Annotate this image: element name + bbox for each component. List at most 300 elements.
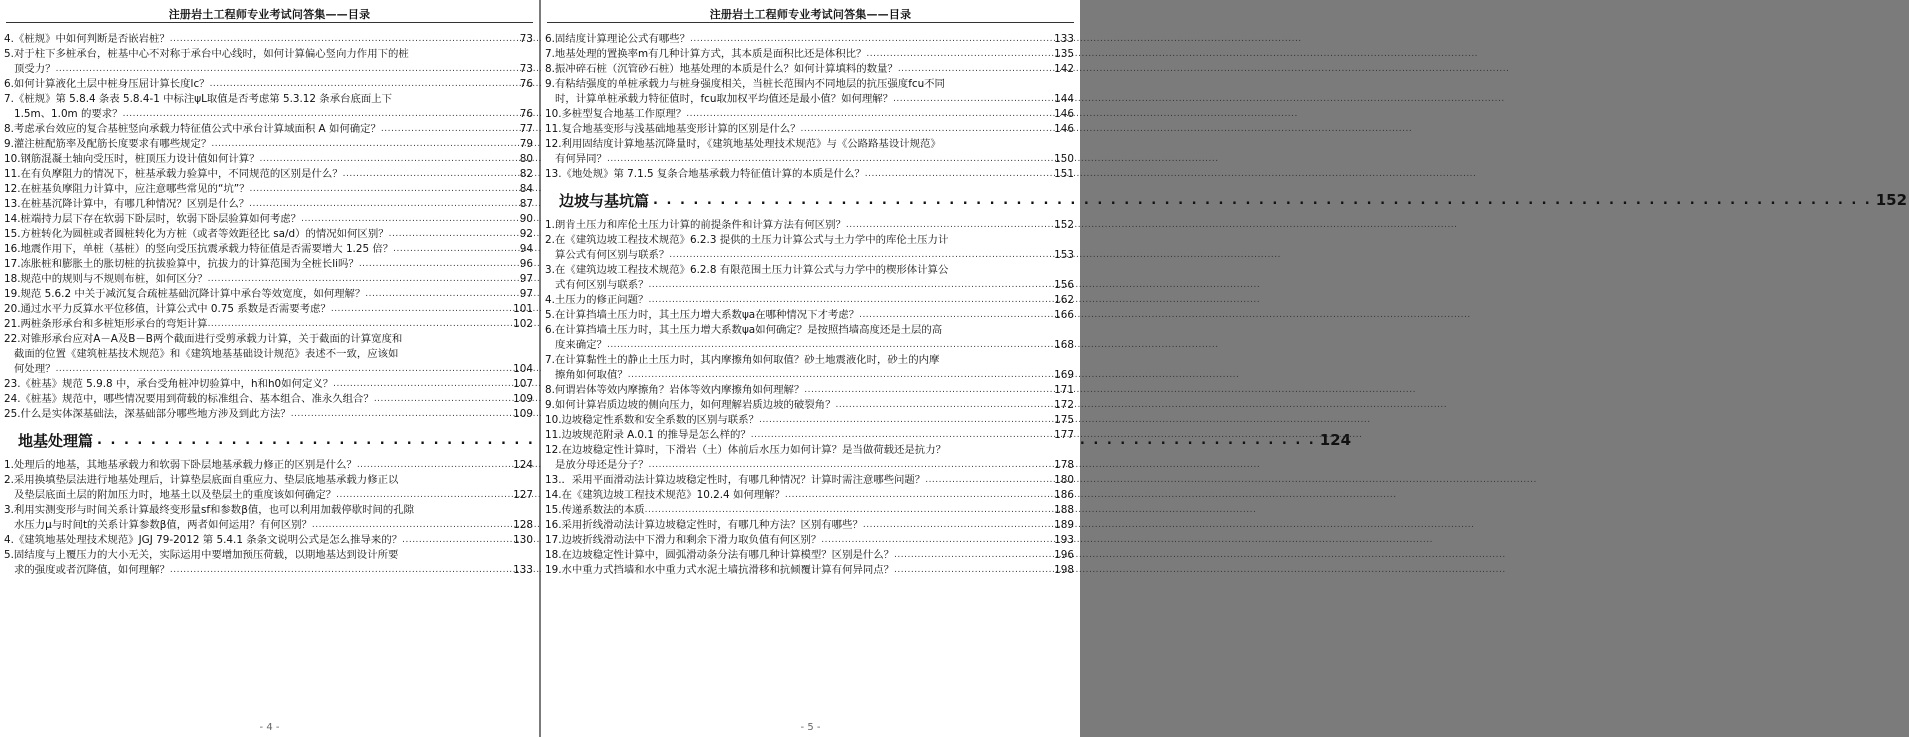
toc-entry[interactable] — [545, 167, 1074, 182]
toc-entry-text: 在桩基沉降计算中，有哪几种情况？区别是什么？ — [20, 198, 250, 210]
toc-page-number: 152 — [1054, 219, 1074, 231]
toc-entry-text: 在桩基负摩阻力计算中，应注意哪些常见的“坑”？ — [20, 183, 250, 195]
toc-entry[interactable] — [4, 392, 533, 407]
toc-entry[interactable] — [545, 263, 1074, 278]
toc-entry-continuation[interactable] — [4, 347, 533, 362]
toc-page-number: 107 — [513, 378, 533, 390]
toc-page-number: 130 — [513, 534, 533, 546]
toc-dot-leader — [785, 488, 1053, 503]
toc-page-number: 97 — [519, 288, 533, 300]
toc-entry[interactable] — [545, 443, 1074, 458]
toc-dot-leader — [751, 428, 1053, 443]
toc-dot-leader — [250, 182, 519, 197]
toc-dot-leader — [343, 167, 519, 182]
toc-page-number: 198 — [1054, 564, 1074, 576]
toc-entry-number: 4. — [4, 33, 14, 45]
toc-dot-leader — [210, 77, 519, 92]
toc-entry[interactable] — [545, 503, 1074, 518]
toc-entry-number: 17. — [4, 258, 21, 270]
toc-entry-text: 何谓岩体等效内摩擦角？岩体等效内摩擦角如何理解？ — [554, 384, 805, 396]
toc-page-number: 124 — [513, 459, 533, 471]
toc-entry-continuation[interactable] — [545, 368, 1074, 383]
toc-page-number: 104 — [513, 363, 533, 375]
toc-entry-text: 擦角如何取值？ — [555, 369, 628, 381]
toc-entry-text: 边坡折线滑动法中下滑力和剩余下滑力取负值有何区别？ — [561, 534, 822, 546]
toc-page-number: 128 — [513, 519, 533, 531]
toc-dot-leader — [374, 392, 512, 407]
toc-dot-leader — [393, 242, 519, 257]
toc-entry-text: 采用折线滑动法计算边坡稳定性时，有哪几种方法？区别有哪些？ — [561, 519, 863, 531]
toc-entry-number: 3. — [4, 504, 14, 516]
toc-dot-leader — [645, 503, 1054, 518]
toc-entry-number: 7. — [4, 93, 14, 105]
toc-dot-leader — [260, 152, 519, 167]
toc-page-number: 109 — [513, 393, 533, 405]
toc-entry[interactable] — [545, 308, 1074, 323]
toc-entry[interactable] — [545, 47, 1074, 62]
toc-entry-text: 什么是实体深基础法，深基础部分哪些地方涉及到此方法？ — [20, 408, 291, 420]
toc-entry-text: 边坡规范附录 A.0.1 的推导是怎么样的？ — [561, 429, 751, 441]
toc-entry-number: 14. — [545, 489, 562, 501]
toc-entry[interactable] — [545, 62, 1074, 77]
toc-dot-leader — [312, 518, 512, 533]
toc-page-number: 168 — [1054, 339, 1074, 351]
toc-entry[interactable] — [545, 233, 1074, 248]
toc-dot-leader — [123, 107, 519, 122]
toc-page-number: 109 — [513, 408, 533, 420]
toc-page-number: 166 — [1054, 309, 1074, 321]
toc-entry-text: 处理后的地基，其地基承载力和软弱下卧层地基承载力修正的区别是什么？ — [13, 459, 357, 471]
toc-entry-continuation[interactable] — [545, 338, 1074, 353]
toc-entry-number: 22. — [4, 333, 21, 345]
toc-entry-number: 2. — [4, 474, 14, 486]
toc-entry-text: 《桩基》规范 5.9.8 中，承台受角桩冲切验算中，h和h0如何定义？ — [20, 378, 334, 390]
toc-entry-text: 利用固结度计算地基沉降量时，《建筑地基处理技术规范》与《公路路基设计规范》 — [561, 138, 941, 150]
toc-entry-continuation[interactable] — [545, 278, 1074, 293]
toc-dot-leader — [898, 62, 1053, 77]
toc-entry-text: 有何异同？ — [555, 153, 607, 165]
toc-dot-leader — [56, 62, 519, 77]
toc-dot-leader — [821, 533, 1053, 548]
toc-page-number: 151 — [1054, 168, 1074, 180]
toc-dot-leader — [690, 32, 1053, 47]
toc-entry[interactable] — [4, 317, 533, 332]
toc-dot-leader — [865, 167, 1053, 182]
toc-entry[interactable] — [4, 77, 533, 92]
toc-entry[interactable] — [545, 77, 1074, 92]
toc-entry-number: 4. — [545, 294, 555, 306]
toc-dot-leader — [893, 92, 1053, 107]
toc-page-number: 133 — [1054, 33, 1074, 45]
toc-entry-text: 冻胀桩和膨胀土的胀切桩的抗拔验算中，抗拔力的计算范围为全桩长li吗？ — [20, 258, 359, 270]
toc-entry-text: 传递系数法的本质 — [561, 504, 645, 516]
toc-entry[interactable] — [4, 197, 533, 212]
toc-entry[interactable] — [4, 377, 533, 392]
toc-dot-leader — [211, 137, 518, 152]
toc-entry-text: 在计算挡墙土压力时，其土压力增大系数ψa在哪种情况下才考虑？ — [554, 309, 860, 321]
section-page-number: 152 — [1875, 191, 1908, 209]
toc-entry[interactable] — [4, 458, 533, 473]
toc-page-number: 84 — [519, 183, 533, 195]
toc-entry-text: 通过水平力反算水平位移值，计算公式中 0.75 系数是否需要考虑？ — [20, 303, 331, 315]
toc-page-number: 90 — [519, 213, 533, 225]
toc-entry[interactable] — [545, 107, 1074, 122]
toc-entry-number: 11. — [545, 429, 562, 441]
toc-entry[interactable] — [545, 383, 1074, 398]
toc-page-number: 146 — [1054, 108, 1074, 120]
toc-group — [4, 32, 533, 422]
toc-entry-text: 桩端持力层下存在软弱下卧层时，软弱下卧层验算如何考虑？ — [20, 213, 302, 225]
toc-entry-text: 在计算黏性土的静止土压力时，其内摩擦角如何取值？砂土地震液化时，砂土的内摩 — [554, 354, 940, 366]
toc-entry-number: 13. — [545, 474, 562, 486]
toc-entry-continuation[interactable] — [4, 518, 533, 533]
toc-entry[interactable] — [4, 257, 533, 272]
section-title: 地基处理篇 — [18, 431, 94, 450]
toc-page-number: 175 — [1054, 414, 1074, 426]
toc-page-number: 177 — [1054, 429, 1074, 441]
toc-entry[interactable] — [545, 323, 1074, 338]
toc-dot-leader — [359, 257, 519, 272]
toc-page-number: 171 — [1054, 384, 1074, 396]
section-heading[interactable] — [545, 185, 1908, 215]
toc-dot-leader — [249, 197, 519, 212]
toc-page-number: 102 — [513, 318, 533, 330]
toc-entry[interactable] — [4, 407, 533, 422]
toc-dot-leader — [357, 458, 512, 473]
header-rule — [547, 22, 1074, 23]
toc-page-number: 80 — [519, 153, 533, 165]
toc-entry-text: 在边坡稳定性计算中，圆弧滑动条分法有哪几种计算模型？区别是什么？ — [561, 549, 895, 561]
toc-entry-number: 5. — [4, 549, 14, 561]
toc-entry-continuation[interactable] — [4, 563, 533, 578]
toc-entry-text: 在《建筑边坡工程技术规范》10.2.4 如何理解？ — [561, 489, 785, 501]
toc-page-number: 133 — [513, 564, 533, 576]
toc-dot-leader — [801, 122, 1054, 137]
toc-entry-continuation[interactable] — [545, 92, 1074, 107]
toc-entry-text: 规范 5.6.2 中关于减沉复合疏桩基础沉降计算中承台等效宽度，如何理解？ — [20, 288, 366, 300]
toc-group — [545, 218, 1074, 578]
toc-entry-text: 振冲碎石桩（沉管砂石桩）地基处理的本质是什么？如何计算填料的数量？ — [554, 63, 898, 75]
toc-dot-leader — [649, 458, 1054, 473]
toc-dot-leader — [894, 548, 1053, 563]
toc-entry-number: 23. — [4, 378, 21, 390]
toc-page-number: 127 — [513, 489, 533, 501]
toc-entry-text: 何处理？ — [14, 363, 56, 375]
toc-entry-text: 规范中的规则与不规则布桩，如何区分？ — [20, 273, 208, 285]
page-number-footer: - 4 - — [259, 722, 280, 733]
toc-entry-text: 顶受力？ — [14, 63, 56, 75]
toc-entry-number: 1. — [545, 219, 555, 231]
toc-entry-number: 19. — [4, 288, 21, 300]
toc-dot-leader — [331, 302, 512, 317]
toc-entry[interactable] — [545, 398, 1074, 413]
toc-page-number: 87 — [519, 198, 533, 210]
toc-entry[interactable] — [4, 548, 533, 563]
toc-page-number: 77 — [519, 123, 533, 135]
toc-entry-number: 13. — [545, 168, 562, 180]
toc-page-number: 193 — [1054, 534, 1074, 546]
toc-dot-leader — [607, 152, 1053, 167]
toc-entry[interactable] — [4, 167, 533, 182]
toc-page-number: 186 — [1054, 489, 1074, 501]
toc-dot-leader — [389, 227, 519, 242]
toc-group — [545, 32, 1074, 182]
toc-page-number: 76 — [519, 78, 533, 90]
toc-page-number: 189 — [1054, 519, 1074, 531]
toc-entry-number: 12. — [4, 183, 21, 195]
toc-entry-text: 灌注桩配筋率及配筋长度要求有哪些规定？ — [13, 138, 212, 150]
toc-dot-leader — [835, 398, 1053, 413]
toc-entry-text: 地震作用下，单桩（基桩）的竖向受压抗震承载力特征值是否需要增大 1.25 倍？ — [20, 243, 394, 255]
toc-entry-text: 固结度计算理论公式有哪些？ — [554, 33, 690, 45]
toc-entry-number: 16. — [545, 519, 562, 531]
toc-page-number: 153 — [1054, 249, 1074, 261]
toc-entry-number: 6. — [545, 324, 555, 336]
toc-entry-number: 9. — [545, 78, 555, 90]
toc-entry[interactable] — [545, 563, 1074, 578]
toc-page-number: 97 — [519, 273, 533, 285]
toc-entry-text: 利用实测变形与时间关系计算最终变形量sf和参数β值，也可以利用加载停歇时间的孔隙 — [13, 504, 415, 516]
toc-entry[interactable] — [4, 533, 533, 548]
toc-entry-text: 边坡稳定性系数和安全系数的区别与联系？ — [561, 414, 759, 426]
toc-entry[interactable] — [545, 122, 1074, 137]
toc-entry-text: 水压力μ与时间t的关系计算参数β值，两者如何运用？有何区别？ — [14, 519, 312, 531]
toc-entry-number: 1. — [4, 459, 14, 471]
toc-page-number: 162 — [1054, 294, 1074, 306]
toc-dot-leader — [336, 488, 512, 503]
toc-entry-text: 两桩条形承台和多桩矩形承台的弯矩计算 — [20, 318, 208, 330]
toc-entry[interactable] — [4, 503, 533, 518]
toc-page-number: 146 — [1054, 123, 1074, 135]
page-number-footer: - 5 - — [800, 722, 821, 733]
toc-dot-leader — [669, 248, 1053, 263]
toc-entry-number: 4. — [4, 534, 14, 546]
toc-dot-leader — [649, 278, 1054, 293]
toc-dot-leader — [894, 563, 1053, 578]
toc-entry[interactable] — [4, 272, 533, 287]
toc-dot-leader — [628, 368, 1053, 383]
toc-entry-number: 9. — [545, 399, 555, 411]
toc-entry-text: 在边坡稳定性计算时，下滑岩（土）体前后水压力如何计算？是当做荷载还是抗力？ — [561, 444, 946, 456]
toc-entry[interactable] — [545, 32, 1074, 47]
toc-entry[interactable] — [4, 332, 533, 347]
toc-dot-leader — [648, 293, 1053, 308]
toc-page-number: 73 — [519, 63, 533, 75]
toc-entry[interactable] — [545, 428, 1074, 443]
toc-page-number: 135 — [1054, 48, 1074, 60]
toc-entry[interactable] — [4, 227, 533, 242]
toc-entry[interactable] — [4, 32, 533, 47]
toc-entry-continuation[interactable] — [545, 458, 1074, 473]
toc-entry-text: 地基处理的置换率m有几种计算方式，其本质是面积比还是体积比？ — [554, 48, 867, 60]
toc-entry[interactable] — [4, 212, 533, 227]
toc-entry-number: 20. — [4, 303, 21, 315]
toc-entry-text: 对于柱下多桩承台，桩基中心不对称于承台中心线时，如何计算偏心竖向力作用下的桩 — [13, 48, 409, 60]
toc-entry-continuation[interactable] — [4, 107, 533, 122]
toc-entry-continuation[interactable] — [4, 488, 533, 503]
toc-entry-text: 在计算挡墙土压力时，其土压力增大系数ψa如何确定？是按照挡墙高度还是土层的高 — [554, 324, 943, 336]
toc-entry-continuation[interactable] — [545, 152, 1074, 167]
toc-entry-text: 截面的位置《建筑桩基技术规范》和《建筑地基基础设计规范》表述不一致，应该如 — [14, 348, 399, 360]
toc-dot-leader — [333, 377, 512, 392]
toc-entry-number: 18. — [545, 549, 562, 561]
toc-entry[interactable] — [545, 353, 1074, 368]
toc-entry-number: 5. — [4, 48, 14, 60]
toc-entry[interactable] — [4, 242, 533, 257]
toc-entry[interactable] — [4, 137, 533, 152]
toc-entry-text: 《桩规》第 5.8.4 条表 5.8.4-1 中标注ψL取值是否考虑第 5.3.12 条承台底面上下 — [13, 93, 393, 105]
toc-entry-text: 钢筋混凝土轴向受压时，桩顶压力设计值如何计算？ — [20, 153, 260, 165]
toc-entry-number: 12. — [545, 138, 562, 150]
toc-entry-text: 《地处规》第 7.1.5 复条合地基承载力特征值计算的本质是什么？ — [561, 168, 865, 180]
toc-page-number: 144 — [1054, 93, 1074, 105]
toc-page-number: 178 — [1054, 459, 1074, 471]
toc-page-number: 92 — [519, 228, 533, 240]
toc-dot-leader — [866, 47, 1053, 62]
toc-page-number: 169 — [1054, 369, 1074, 381]
toc-dot-leader — [170, 32, 519, 47]
toc-page-number: 196 — [1054, 549, 1074, 561]
toc-entry-text: 在《建筑边坡工程技术规范》6.2.3 提供的土压力计算公式与土力学中的库伦土压力计 — [554, 234, 949, 246]
toc-entry-text: 《桩规》中如何判断是否嵌岩桩？ — [13, 33, 170, 45]
toc-entry-text: 1.5m、1.0m 的要求？ — [14, 108, 123, 120]
toc-entry-text: 方桩转化为圆桩或者圆桩转化为方桩（或者等效距径比 sa/d）的情况如何区别？ — [20, 228, 389, 240]
toc-entry-number: 12. — [545, 444, 562, 456]
toc-entry-number: 13. — [4, 198, 21, 210]
toc-page-number: 156 — [1054, 279, 1074, 291]
toc-entry[interactable] — [545, 293, 1074, 308]
toc-page-number: 150 — [1054, 153, 1074, 165]
toc-entry-text: 求的强度或者沉降值，如何理解？ — [14, 564, 170, 576]
toc-page-number: 188 — [1054, 504, 1074, 516]
header-rule — [6, 22, 533, 23]
toc-entry-text: 是放分母还是分子？ — [555, 459, 649, 471]
toc-entry[interactable] — [545, 533, 1074, 548]
toc-entry-text: 朗肯土压力和库伦土压力计算的前提条件和计算方法有何区别？ — [554, 219, 846, 231]
toc-entry[interactable] — [4, 182, 533, 197]
toc-entry-number: 14. — [4, 213, 21, 225]
toc-entry-number: 10. — [545, 108, 562, 120]
toc-dot-leader — [863, 518, 1053, 533]
toc-dot-leader — [381, 122, 519, 137]
toc-page-number: 79 — [519, 138, 533, 150]
toc-page-number: 76 — [519, 108, 533, 120]
toc-dot-leader — [686, 107, 1053, 122]
toc-entry[interactable] — [4, 287, 533, 302]
toc-entry-number: 9. — [4, 138, 14, 150]
toc-page-number: 180 — [1054, 474, 1074, 486]
toc-entry-text: 在《建筑边坡工程技术规范》6.2.8 有限范围土压力计算公式与力学中的楔形体计算公 — [554, 264, 949, 276]
toc-entry[interactable] — [545, 518, 1074, 533]
toc-dot-leader — [846, 218, 1053, 233]
toc-entry-continuation[interactable] — [4, 62, 533, 77]
toc-entry-number: 7. — [545, 48, 555, 60]
toc-entry-text: 复合地基变形与浅基础地基变形计算的区别是什么？ — [561, 123, 801, 135]
toc-entry-number: 10. — [545, 414, 562, 426]
toc-entry-text: 《建筑地基处理技术规范》JGJ 79-2012 第 5.4.1 条条文说明公式是怎么推导来的？ — [13, 534, 403, 546]
toc-entry[interactable] — [4, 122, 533, 137]
toc-entry-number: 18. — [4, 273, 21, 285]
toc-dot-leader — [759, 413, 1053, 428]
toc-entry-continuation[interactable] — [545, 248, 1074, 263]
toc-entry-text: 《桩基》规范中，哪些情况要用到荷载的标准组合、基本组合、准永久组合？ — [20, 393, 374, 405]
toc-entry-number: 24. — [4, 393, 21, 405]
toc-entry[interactable] — [4, 92, 533, 107]
toc-dot-leader — [301, 212, 519, 227]
toc-entry-text: 如何计算岩质边坡的侧向压力，如何理解岩质边坡的破裂角？ — [554, 399, 836, 411]
toc-entry-number: 17. — [545, 534, 562, 546]
toc-entry[interactable] — [545, 548, 1074, 563]
toc-page-number: 101 — [513, 303, 533, 315]
section-leader — [649, 193, 1876, 208]
toc-entry-number: 8. — [4, 123, 14, 135]
toc-entry-number: 25. — [4, 408, 21, 420]
toc-entry[interactable] — [4, 473, 533, 488]
toc-dot-leader — [208, 272, 519, 287]
toc-page-number: 73 — [519, 33, 533, 45]
toc-entry[interactable] — [545, 413, 1074, 428]
toc-entry-text: 算公式有何区别与联系？ — [555, 249, 670, 261]
toc-entry-number: 8. — [545, 384, 555, 396]
running-header: 注册岩土工程师专业考试问答集——目录 — [709, 8, 912, 21]
toc-entry-number: 2. — [545, 234, 555, 246]
toc-entry-text: ．采用平面滑动法计算边坡稳定性时，有哪几种情况？计算时需注意哪些问题？ — [561, 474, 926, 486]
toc-page-number: 82 — [519, 168, 533, 180]
toc-entry[interactable] — [4, 302, 533, 317]
toc-entry-number: 10. — [4, 153, 21, 165]
toc-entry-continuation[interactable] — [4, 362, 533, 377]
toc-dot-leader — [365, 287, 518, 302]
toc-entry-text: 对锥形承台应对A－A及B－B两个截面进行受剪承载力计算，关于截面的计算宽度和 — [20, 333, 403, 345]
toc-entry-number: 11. — [545, 123, 562, 135]
section-title: 边坡与基坑篇 — [559, 191, 650, 210]
toc-entry-number: 5. — [545, 309, 555, 321]
toc-dot-leader — [607, 338, 1053, 353]
toc-entry[interactable] — [545, 137, 1074, 152]
toc-entry-number: 6. — [545, 33, 555, 45]
toc-entry[interactable] — [545, 488, 1074, 503]
toc-dot-leader — [925, 473, 1053, 488]
toc-entry-text: 固结度与上覆压力的大小无关，实际运用中要增加预压荷载，以期地基达到设计所要 — [13, 549, 399, 561]
toc-entry-text: 时，计算单桩承载力特征值时，fcu取加权平均值还是最小值？如何理解？ — [555, 93, 894, 105]
toc-entry-text: 有粘结强度的单桩承载力与桩身强度相关，当桩长范围内不同地层的抗压强度fcu不同 — [554, 78, 945, 90]
toc-entry-text: 水中重力式挡墙和水中重力式水泥土墙抗滑移和抗倾覆计算有何异同点？ — [561, 564, 895, 576]
toc-entry-number: 15. — [545, 504, 562, 516]
toc-entry-number: 16. — [4, 243, 21, 255]
toc-entry-text: 在有负摩阻力的情况下，桩基承载力验算中，不同规范的区别是什么？ — [20, 168, 343, 180]
toc-page-number: 94 — [519, 243, 533, 255]
toc-dot-leader — [804, 383, 1053, 398]
toc-entry-text: 式有何区别与联系？ — [555, 279, 649, 291]
toc-entry-number: 11. — [4, 168, 21, 180]
toc-entry-number: 15. — [4, 228, 21, 240]
toc-entry[interactable] — [545, 218, 1074, 233]
toc-page-number: 172 — [1054, 399, 1074, 411]
toc-entry-number: 7. — [545, 354, 555, 366]
toc-entry-text: 度来确定？ — [555, 339, 607, 351]
toc-dot-leader — [170, 563, 512, 578]
toc-entry[interactable] — [545, 473, 1074, 488]
toc-dot-leader — [859, 308, 1053, 323]
toc-page-number: 142 — [1054, 63, 1074, 75]
running-header: 注册岩土工程师专业考试问答集——目录 — [168, 8, 371, 21]
toc-entry-text: 如何计算液化土层中桩身压屈计算长度lc？ — [13, 78, 210, 90]
toc-entry[interactable] — [4, 152, 533, 167]
toc-dot-leader — [402, 533, 512, 548]
toc-entry-text: 及垫层底面土层的附加压力时，地基土以及垫层土的重度该如何确定？ — [14, 489, 337, 501]
toc-entry[interactable] — [4, 47, 533, 62]
toc-dot-leader — [291, 407, 512, 422]
